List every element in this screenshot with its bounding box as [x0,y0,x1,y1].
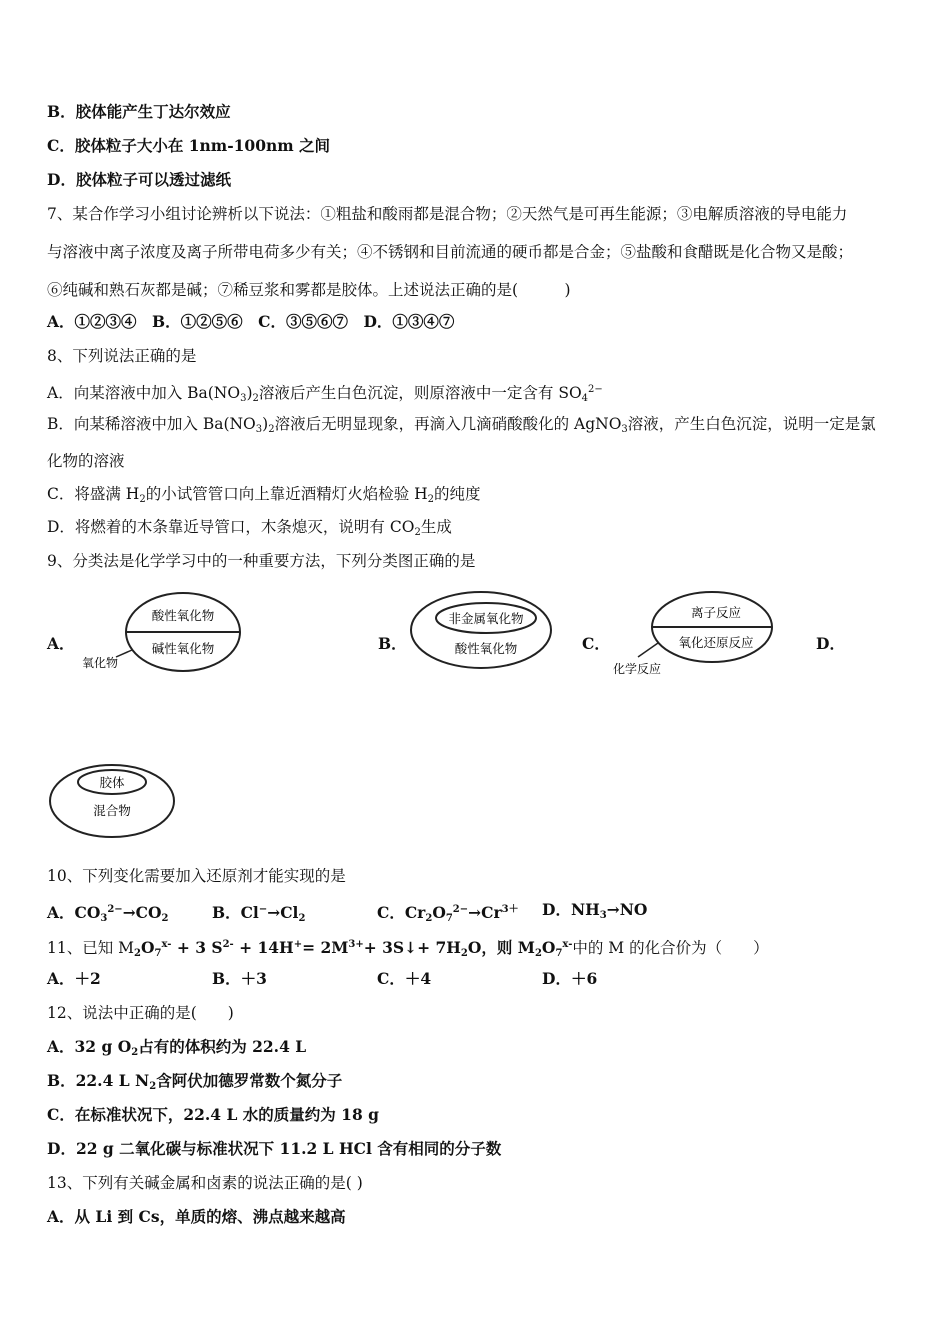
q11-option-a: A．＋2 [47,969,101,988]
diagram-d-outer-label: 混合物 [93,803,131,818]
q6-option-d: D．胶体粒子可以透过滤纸 [47,170,231,189]
q12-option-d: D．22 g 二氧化碳与标准状况下 11.2 L HCl 含有相同的分子数 [47,1139,502,1158]
q9-label-b: B． [378,634,407,653]
q13-stem: 13、下列有关碱金属和卤素的说法正确的是( ) [47,1174,363,1192]
diagram-a-pointer [116,650,132,657]
q9-diagram-d [44,758,184,848]
q12-stem: 12、说法中正确的是( ) [47,1004,234,1022]
q11-stem: 11、已知 $M_2O_7^{x-} + 3$ $S^{2-} + 14H^+= 2M^{3+}+$ 3S↓+ $7H_2O$，则 $M_2O_7^{x-}$中的 M 的化合价为（ ） [47,938,769,959]
diagram-a-top-label: 酸性氧化物 [151,608,215,623]
q8-option-b-line2: 化物的溶液 [47,452,125,470]
q9-label-a: A． [47,634,75,653]
diagram-c-bottom-label: 氧化还原反应 [678,635,754,650]
q10-option-c: C．$Cr_2O_7^{2-}\to Cr^{3+}$ [377,903,519,924]
diagram-c-outer-label: 化学反应 [612,662,662,676]
q11-option-d: D．＋6 [542,969,598,988]
q6-option-b: B．胶体能产生丁达尔效应 [47,102,231,121]
diagram-d-inner-label: 胶体 [99,775,125,790]
q9-diagram-c [600,585,795,680]
q11-option-c: C．＋4 [377,969,432,988]
diagram-a-bottom-label: 碱性氧化物 [151,641,215,656]
q8-stem: 8、下列说法正确的是 [47,347,197,365]
q7-stem-line3: ⑥纯碱和熟石灰都是碱；⑦稀豆浆和雾都是胶体。上述说法正确的是( ) [47,281,571,299]
q12-option-c: C．在标准状况下，22.4 L 水的质量约为 18 g [47,1105,379,1124]
q6-option-c: C．胶体粒子大小在 1nm-100nm 之间 [47,136,331,155]
q8-option-a: A．向某溶液中加入 $Ba(NO_3)_2$溶液后产生白色沉淀，则原溶液中一定含有 $SO_4^{2-}$ [47,384,603,404]
diagram-c-top-label: 离子反应 [690,605,742,620]
diagram-a-outer-label: 氧化物 [81,656,119,670]
q9-diagram-b [400,585,560,675]
q7-stem-line1: 7、某合作学习小组讨论辨析以下说法：①粗盐和酸雨都是混合物；②天然气是可再生能源；③电解质溶液的导电能力 [47,205,848,223]
q13-option-a: A．从 Li 到 Cs，单质的熔、沸点越来越高 [47,1207,346,1226]
q8-option-c: C．将盛满 $H_2$的小试管管口向上靠近酒精灯火焰检验 $H_2$的纯度 [47,485,481,505]
q10-option-b: B．$Cl^-\to Cl_2$ [212,903,306,924]
q7-options: A．①②③④ B．①②⑤⑥ C．③⑤⑥⑦ D．①③④⑦ [47,312,455,331]
q9-label-d: D． [816,634,845,653]
diagram-c-pointer [638,643,658,657]
q9-stem: 9、分类法是化学学习中的一种重要方法，下列分类图正确的是 [47,552,476,570]
q10-stem: 10、下列变化需要加入还原剂才能实现的是 [47,867,346,885]
q12-option-a: A．32 g $O_2$占有的体积约为 22.4 L [47,1037,307,1058]
q8-option-b: B．向某稀溶液中加入 $Ba(NO_3)_2$溶液后无明显现象，再滴入几滴硝酸酸化的 AgNO$_3$溶液，产生白色沉淀，说明一定是氯 [47,415,876,435]
q12-option-b: B．22.4 L $N_2$含阿伏加德罗常数个氮分子 [47,1071,343,1092]
q11-option-b: B．＋3 [212,969,267,988]
q9-diagram-a [70,585,250,680]
q8-option-d: D．将燃着的木条靠近导管口，木条熄灭，说明有 $CO_2$生成 [47,518,452,538]
q9-label-c: C． [582,634,610,653]
q10-option-d: D．$NH_3\to NO$ [542,900,648,921]
q10-option-a: A．$CO_3^{2-}\to CO_2$ [47,903,169,924]
diagram-b-outer-label: 酸性氧化物 [454,641,518,656]
diagram-b-inner-label: 非金属氧化物 [448,611,524,626]
q7-stem-line2: 与溶液中离子浓度及离子所带电荷多少有关；④不锈钢和目前流通的硬币都是合金；⑤盐酸和食醋既是化合物又是酸； [47,243,854,261]
